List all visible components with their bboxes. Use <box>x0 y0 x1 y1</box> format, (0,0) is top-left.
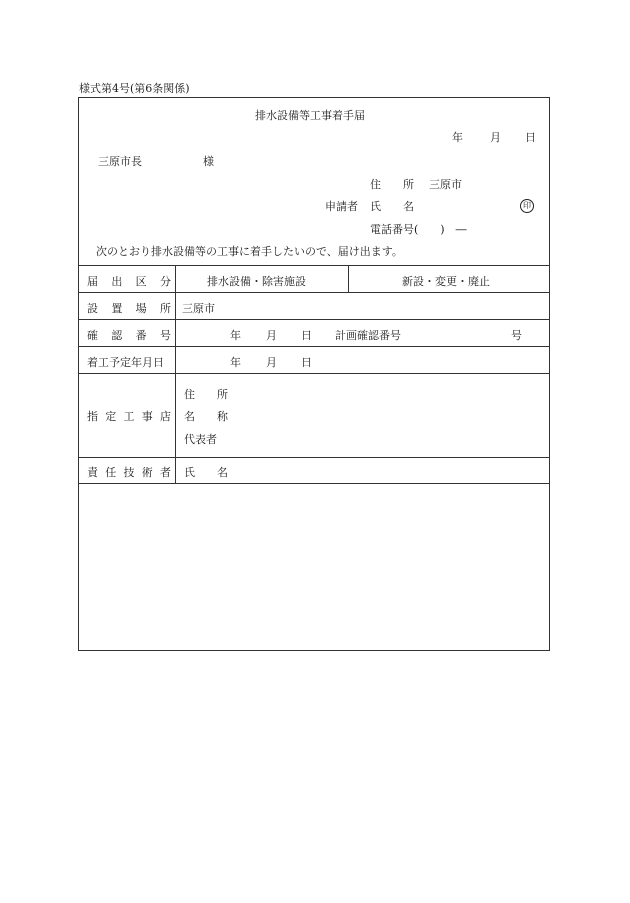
form-title: 排水設備等工事着手届 <box>255 109 365 122</box>
form-number-caption: 様式第4号(第6条関係) <box>79 82 190 95</box>
form-frame <box>78 97 550 651</box>
date-day: 日 <box>525 131 536 144</box>
row-label-start-date: 着工予定年月日 <box>87 356 164 369</box>
category-split-line <box>348 265 349 292</box>
applicant-address-label: 住 所 <box>370 178 414 191</box>
remarks-area <box>79 484 549 650</box>
divider-line <box>79 457 549 458</box>
plan-confirmation-label: 計画確認番号 <box>335 329 401 342</box>
confirmation-month: 月 <box>266 329 277 342</box>
date-month: 月 <box>490 131 501 144</box>
addressee-name: 三原市長 <box>98 155 142 168</box>
statement-text: 次のとおり排水設備等の工事に着手したいので、届け出ます。 <box>96 245 403 258</box>
start-date-day: 日 <box>301 356 312 369</box>
contractor-representative-label: 代表者 <box>184 433 217 446</box>
start-date-year: 年 <box>230 356 241 369</box>
row-label-category: 届 出 区 分 <box>87 275 171 288</box>
category-type-value: 新設・変更・廃止 <box>402 275 490 288</box>
row-label-contractor: 指 定 工 事 店 <box>87 410 171 423</box>
seal-icon: 印 <box>520 199 534 213</box>
confirmation-number-suffix: 号 <box>511 329 522 342</box>
divider-line <box>79 319 549 320</box>
divider-line <box>79 265 549 266</box>
label-column-line <box>175 265 176 483</box>
contractor-address-label: 住 所 <box>184 388 228 401</box>
confirmation-year: 年 <box>230 329 241 342</box>
location-value: 三原市 <box>182 302 215 315</box>
divider-line <box>79 346 549 347</box>
applicant-name-label: 氏 名 <box>370 200 414 213</box>
row-label-engineer: 責 任 技 術 者 <box>87 466 171 479</box>
row-label-location: 設 置 場 所 <box>87 302 171 315</box>
start-date-month: 月 <box>266 356 277 369</box>
category-facility-value: 排水設備・除害施設 <box>207 275 306 288</box>
divider-line <box>79 292 549 293</box>
date-year: 年 <box>452 131 463 144</box>
engineer-name-label: 氏 名 <box>184 466 228 479</box>
applicant-label: 申請者 <box>325 200 358 213</box>
addressee-honorific: 様 <box>203 155 214 168</box>
contractor-name-label: 名 称 <box>184 410 228 423</box>
divider-line <box>79 373 549 374</box>
confirmation-day: 日 <box>301 329 312 342</box>
applicant-address-value: 三原市 <box>429 178 462 191</box>
row-label-confirmation: 確 認 番 号 <box>87 329 171 342</box>
applicant-phone-label: 電話番号( ) ― <box>370 223 467 236</box>
seal-mark <box>520 198 534 213</box>
